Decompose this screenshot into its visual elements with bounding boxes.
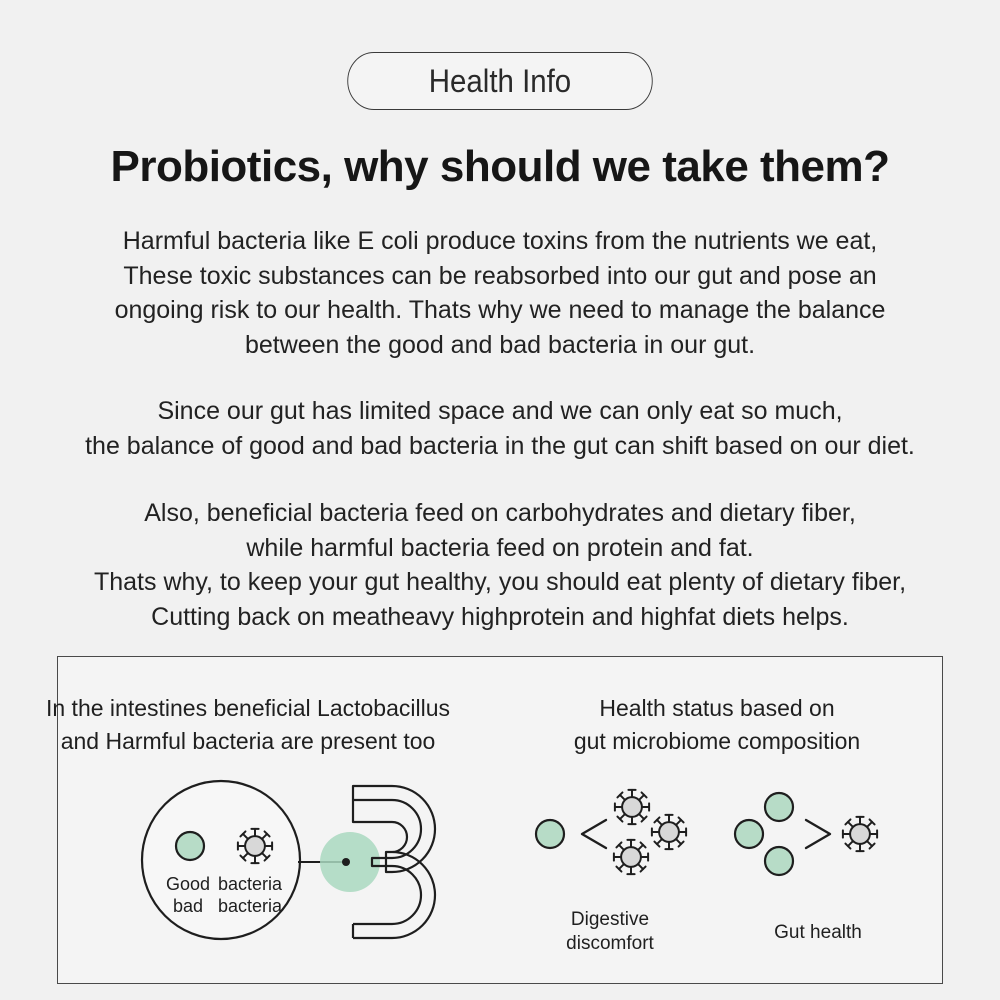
good-bacteria-icon — [765, 793, 793, 821]
paragraph-line: between the good and bad bacteria in our gut. — [244, 330, 756, 359]
legend-bad-label-2: bacteria — [218, 896, 283, 916]
paragraph-line: ongoing risk to our health. Thats why we need to manage the balance — [114, 296, 886, 324]
greater-than-icon — [806, 820, 830, 848]
caption-line: In the intestines beneficial Lactobacillus — [45, 695, 451, 721]
legend-bad-label-1: bacteria — [218, 874, 283, 894]
page-title: Probiotics, why should we take them? — [110, 142, 890, 191]
outcome-line: Digestive — [570, 909, 650, 930]
paragraph-line: These toxic substances can be reabsorbed into our gut and pose an — [123, 261, 877, 290]
caption-line: and Harmful bacteria are present too — [60, 728, 436, 754]
bad-bacteria-icon — [843, 817, 877, 851]
caption-line: gut microbiome composition — [573, 728, 861, 754]
good-bacteria-icon — [536, 820, 564, 848]
good-bacteria-icon — [735, 820, 763, 848]
good-bacteria-icon — [765, 847, 793, 875]
outcome-line: discomfort — [566, 933, 654, 954]
legend-good-label-2: bad — [173, 896, 204, 916]
paragraph-line: the balance of good and bad bacteria in the gut can shift based on our diet. — [85, 431, 915, 460]
legend-good-label-1: Good — [166, 874, 211, 894]
paragraph-line: Thats why, to keep your gut healthy, you should eat plenty of dietary fiber, — [93, 568, 907, 596]
bad-bacteria-icon — [615, 790, 649, 824]
paragraph-line: while harmful bacteria feed on protein and fat. — [246, 533, 754, 562]
outcome-digestive-discomfort — [540, 908, 680, 956]
bad-bacteria-icon — [614, 840, 648, 874]
bad-bacteria-icon — [652, 815, 686, 849]
connector-dot — [342, 858, 350, 866]
paragraph-line: Since our gut has limited space and we can only eat so much, — [157, 397, 843, 425]
health-info-badge: Health Info — [347, 52, 652, 110]
caption-line: Health status based on — [599, 695, 835, 721]
bad-bacteria-icon — [238, 829, 272, 863]
paragraph-line: Harmful bacteria like E coli produce toxins from the nutrients we eat, — [122, 227, 878, 255]
less-than-icon — [582, 820, 606, 848]
good-bacteria-icon — [176, 832, 204, 860]
paragraph-line: Also, beneficial bacteria feed on carbohydrates and dietary fiber, — [144, 499, 856, 527]
outcome-gut-health: Gut health — [774, 922, 862, 943]
paragraph-line: Cutting back on meatheavy highprotein and highfat diets helps. — [151, 602, 849, 631]
